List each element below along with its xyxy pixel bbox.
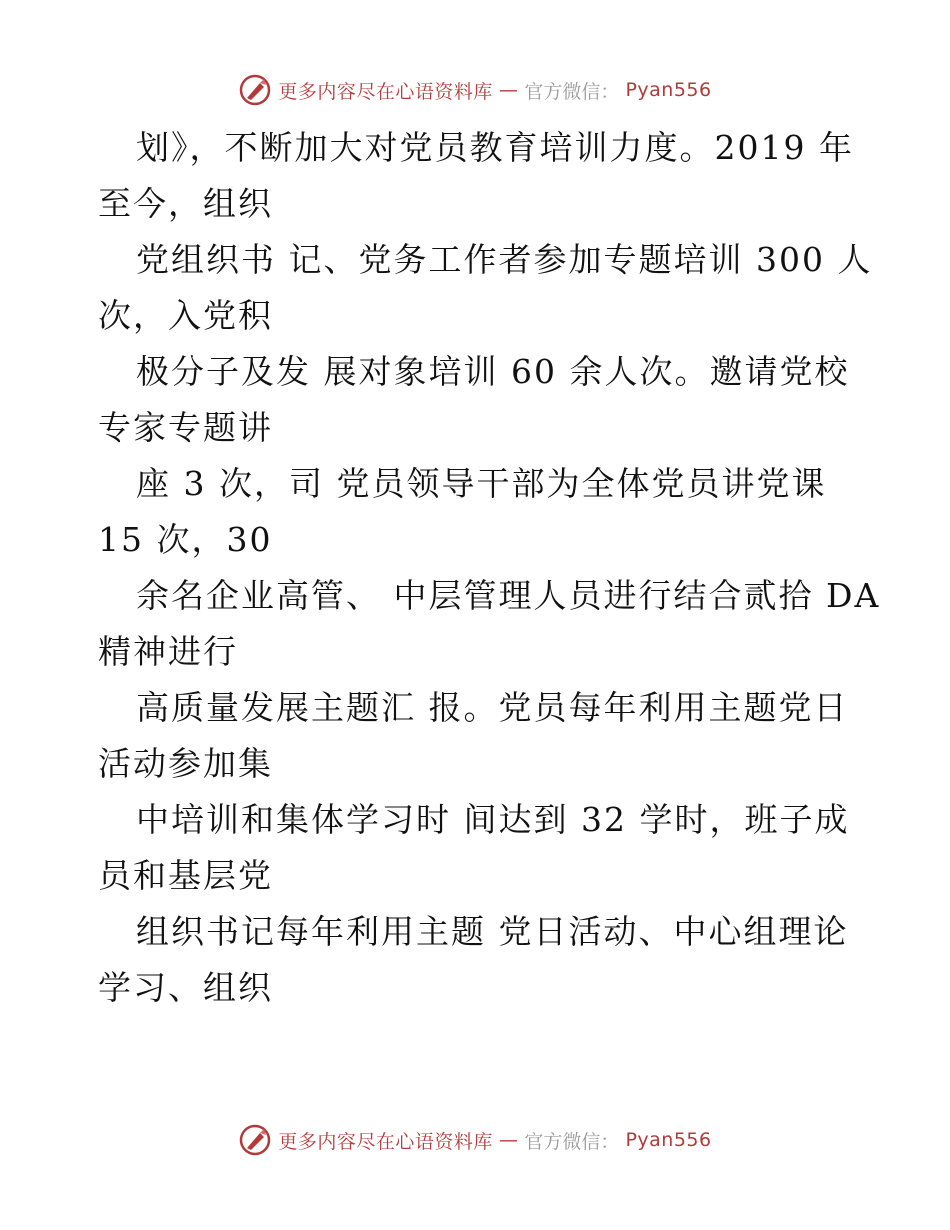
watermark-main-text: 更多内容尽在心语资料库	[278, 1130, 493, 1153]
pen-logo-icon	[238, 73, 272, 107]
watermark-main-text: 更多内容尽在心语资料库	[278, 80, 493, 103]
footer-watermark	[0, 1120, 950, 1160]
paragraph-1-line-1: 划》，不断加大对党员教育培训力度。2019 年	[136, 128, 854, 167]
paragraph-4-line-2: 15 次，30	[98, 520, 273, 559]
pen-logo-icon	[238, 1123, 272, 1157]
paragraph-3-line-1: 极分子及发 展对象培训 60 余人次。邀请党校	[136, 352, 850, 391]
watermark-dash: —	[498, 1129, 519, 1151]
paragraph-6-line-1: 高质量发展主题汇 报。党员每年利用主题党日	[136, 688, 849, 727]
header-watermark	[0, 70, 950, 110]
paragraph-7-line-2: 员和基层党	[98, 856, 273, 895]
paragraph-2-line-2: 次，入党积	[98, 296, 273, 335]
watermark-wechat-id: Pyan556	[625, 1129, 712, 1151]
paragraph-2-line-1: 党组织书 记、党务工作者参加专题培训 300 人	[136, 240, 873, 279]
watermark-dash: —	[498, 79, 519, 101]
paragraph-6-line-2: 活动参加集	[98, 744, 273, 783]
watermark-official-label: 官方微信：	[524, 1130, 620, 1153]
paragraph-3-line-2: 专家专题讲	[98, 408, 273, 447]
paragraph-5-line-1: 余名企业高管、 中层管理人员进行结合贰拾 DA	[136, 576, 881, 615]
paragraph-1-line-2: 至今，组织	[98, 184, 273, 223]
paragraph-7-line-1: 中培训和集体学习时 间达到 32 学时，班子成	[136, 800, 850, 839]
paragraph-8-line-2: 学习、组织	[98, 968, 273, 1007]
watermark-official-label: 官方微信：	[524, 80, 620, 103]
paragraph-4-line-1: 座 3 次，司 党员领导干部为全体党员讲党课	[136, 464, 827, 503]
document-body	[98, 120, 881, 1016]
paragraph-5-line-2: 精神进行	[98, 632, 238, 671]
paragraph-8-line-1: 组织书记每年利用主题 党日活动、中心组理论	[136, 912, 849, 951]
watermark-wechat-id: Pyan556	[625, 79, 712, 101]
